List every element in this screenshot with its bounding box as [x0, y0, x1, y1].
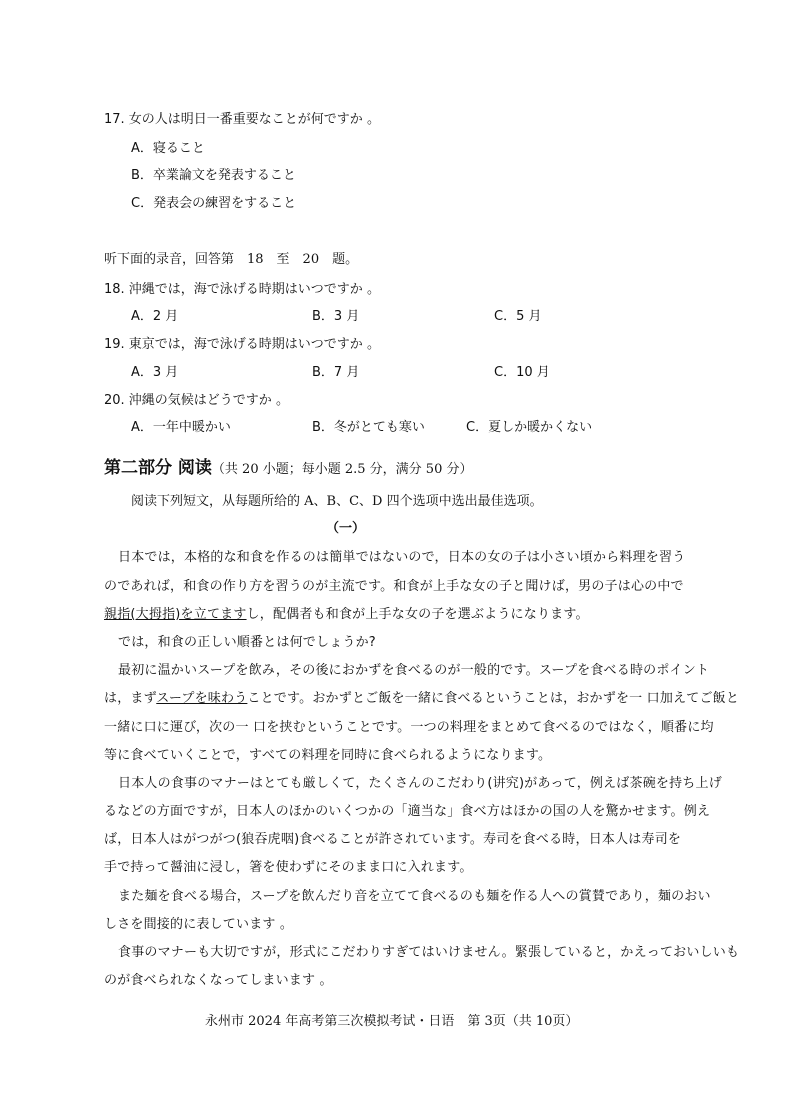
question-19-option-b: B．7 月 [312, 365, 360, 380]
question-20: 20. 沖縄の気候はどうですか 。 [104, 393, 289, 408]
page-footer: 永州市 2024 年高考第三次模拟考试・日语 第 3页（共 10页） [205, 1014, 579, 1029]
passage-p1-line2: のであれば，和食の作り方を習うのが主流です。和食が上手な女の子と聞けば，男の子は心の中で [104, 579, 684, 594]
question-19: 19. 東京では，海で泳げる時期はいつですか 。 [104, 337, 380, 352]
question-19-option-a: A．3 月 [131, 365, 179, 380]
question-18-option-b: B．3 月 [312, 309, 360, 324]
passage-p2: では，和食の正しい順番とは何でしょうか? [118, 635, 376, 650]
question-20-option-b: B．冬がとても寒い [312, 420, 425, 435]
passage-p3-line1: 最初に温かいスープを飲み，その後におかずを食べるのが一般的です。スープを食べる時のポイント [118, 663, 710, 678]
question-20-option-c: C．夏しか暖かくない [466, 420, 593, 435]
passage-p4-line4: 手で持って醤油に浸し，箸を使わずにそのまま口に入れます。 [104, 860, 473, 875]
part2-instruction: 阅读下列短文，从每题所给的 A、B、C、D 四个选项中选出最佳选项。 [131, 494, 543, 509]
passage-p3-line2-post: ことです。おかずとご飯を一緒に食べるということは，おかずを一 口加えてご飯と [247, 691, 740, 706]
instruction-18-20: 听下面的录音，回答第 18 至 20 题。 [104, 252, 359, 267]
passage-p1-line3 [104, 603, 589, 622]
part2-title [104, 453, 472, 478]
passage-p3-line3: 一緒に口に運び，次の一 口を挟むということです。一つの料理をまとめて食べるのではなく，順番に均 [104, 720, 714, 735]
question-20-option-a: A．一年中暖かい [131, 420, 231, 435]
question-19-option-c: C．10 月 [494, 365, 550, 380]
passage-p5-line2: しさを間接的に表しています 。 [104, 917, 294, 932]
passage-p4-line1: 日本人の食事のマナーはとても厳しくて，たくさんのこだわり(讲究)があって，例えば茶碗を持ち上げ [118, 776, 722, 791]
passage-p1-line1: 日本では，本格的な和食を作るのは簡単ではないので，日本の女の子は小さい頃から料理を習う [118, 550, 686, 565]
passage-p3-line2-pre: は，まず [104, 691, 157, 706]
passage-p5-line1: また麺を食べる場合，スープを飲んだり音を立てて食べるのも麺を作る人への賞賛であり，麺のおい [118, 889, 711, 904]
part2-title-sub: （共 20 小题；每小题 2.5 分，满分 50 分） [211, 462, 473, 477]
question-18-option-a: A．2 月 [131, 309, 179, 324]
question-17-option-b: B．卒業論文を発表すること [131, 168, 296, 183]
question-17: 17. 女の人は明日一番重要なことが何ですか 。 [104, 112, 380, 127]
question-17-option-a: A．寝ること [131, 141, 205, 156]
passage-p1-line3-rest: し，配偶者も和食が上手な女の子を選ぶようになります。 [246, 607, 589, 622]
passage-p3-line4: 等に食べていくことで，すべての料理を同時に食べられるようになります。 [104, 748, 552, 763]
passage-p6-line1: 食事のマナーも大切ですが，形式にこだわりすぎてはいけません。緊張していると，かえっておいしいも [118, 945, 740, 960]
part2-title-main: 第二部分 阅读 [104, 458, 212, 478]
question-18: 18. 沖縄では，海で泳げる時期はいつですか 。 [104, 282, 380, 297]
question-17-option-c: C．発表会の練習をすること [131, 196, 297, 211]
passage-p6-line2: のが食べられなくなってしまいます 。 [104, 973, 333, 988]
passage-p3-line2 [104, 687, 739, 706]
question-18-option-c: C．5 月 [494, 309, 542, 324]
passage-p4-line2: るなどの方面ですが，日本人のほかのいくつかの「適当な」食べ方はほかの国の人を驚かせます。例え [104, 804, 711, 819]
underlined-phrase-thumbs-up: 親指(大拇指)を立てます [104, 607, 247, 622]
passage-p4-line3: ば，日本人はがつがつ(狼吞虎咽)食べることが許されています。寿司を食べる時，日本人は寿司を [104, 832, 682, 847]
passage-title: （一） [326, 521, 366, 536]
underlined-phrase-soup: スープを味わう [156, 691, 248, 706]
